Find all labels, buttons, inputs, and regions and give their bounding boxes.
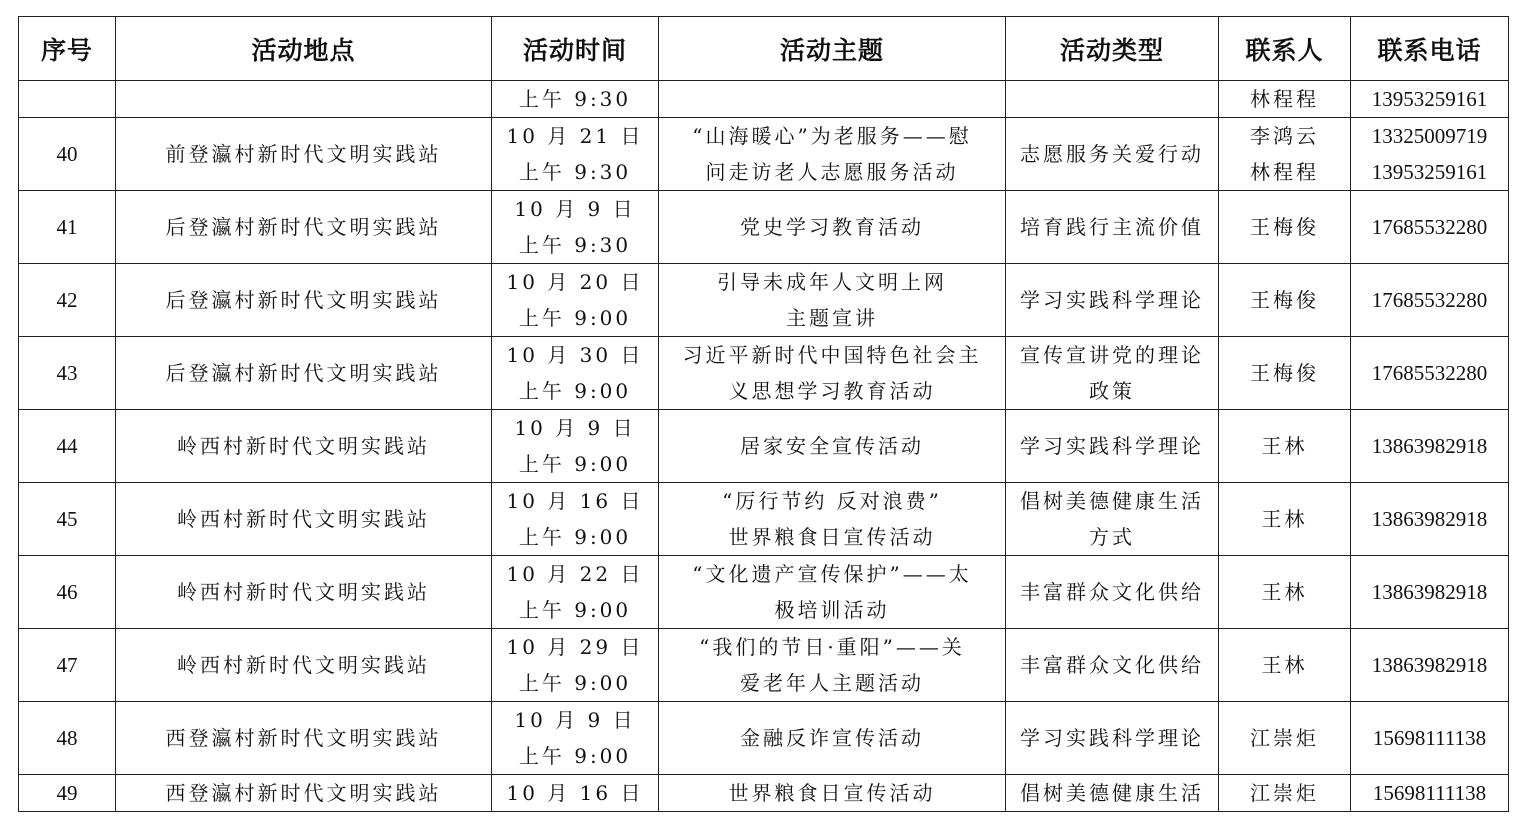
serial-number-cell: 44 — [19, 410, 116, 483]
table-row — [19, 118, 1509, 191]
type-cell-line: 学习实践科学理论 — [1020, 434, 1204, 458]
time-cell-line: 上午 9:30 — [518, 160, 632, 184]
contact-cell — [1219, 264, 1351, 337]
contact-cell — [1219, 81, 1351, 118]
phone-cell-line: 13863982918 — [1371, 507, 1488, 531]
contact-cell-line: 王林 — [1261, 507, 1308, 531]
contact-cell-line: 王林 — [1261, 580, 1308, 604]
header-activity-location: 活动地点 — [116, 17, 492, 81]
contact-cell — [1219, 191, 1351, 264]
table-header-row — [19, 17, 1509, 81]
type-cell-line: 倡树美德健康生活 — [1020, 489, 1204, 513]
theme-cell-line: “文化遗产宣传保护”——太 — [692, 562, 972, 586]
contact-cell-line: 林程程 — [1250, 87, 1319, 111]
contact-cell — [1219, 337, 1351, 410]
contact-cell — [1219, 483, 1351, 556]
serial-number-cell: 40 — [19, 118, 116, 191]
type-cell — [1006, 81, 1219, 118]
serial-number-cell: 48 — [19, 702, 116, 775]
type-cell — [1006, 410, 1219, 483]
type-cell-line: 方式 — [1089, 525, 1135, 549]
table-row — [19, 775, 1509, 812]
type-cell — [1006, 118, 1219, 191]
contact-cell — [1219, 556, 1351, 629]
time-cell-line: 上午 9:30 — [518, 87, 632, 111]
theme-cell-line: 金融反诈宣传活动 — [740, 726, 924, 750]
header-serial-number: 序号 — [19, 17, 116, 81]
table-row — [19, 702, 1509, 775]
table-body — [19, 81, 1509, 812]
table-row — [19, 410, 1509, 483]
time-cell-line: 上午 9:00 — [518, 452, 632, 476]
theme-cell — [659, 556, 1006, 629]
type-cell — [1006, 337, 1219, 410]
time-cell — [492, 702, 659, 775]
phone-cell — [1351, 191, 1509, 264]
contact-cell-line: 王梅俊 — [1250, 288, 1319, 312]
theme-cell — [659, 629, 1006, 702]
type-cell — [1006, 483, 1219, 556]
phone-cell-line: 15698111138 — [1372, 726, 1487, 750]
location-cell: 西登瀛村新时代文明实践站 — [116, 775, 492, 812]
location-cell: 岭西村新时代文明实践站 — [116, 556, 492, 629]
theme-cell-line: 引导未成年人文明上网 — [717, 270, 947, 294]
theme-cell-line: “山海暖心”为老服务——慰 — [692, 124, 972, 148]
theme-cell — [659, 483, 1006, 556]
contact-cell-line: 王林 — [1261, 434, 1308, 458]
table-row — [19, 264, 1509, 337]
phone-cell — [1351, 702, 1509, 775]
type-cell-line: 宣传宣讲党的理论 — [1020, 343, 1204, 367]
type-cell-line: 学习实践科学理论 — [1020, 288, 1204, 312]
type-cell — [1006, 702, 1219, 775]
time-cell — [492, 483, 659, 556]
contact-cell — [1219, 702, 1351, 775]
time-cell-line: 10 月 20 日 — [506, 270, 644, 294]
phone-cell-line: 17685532280 — [1371, 288, 1488, 312]
type-cell — [1006, 191, 1219, 264]
time-cell — [492, 191, 659, 264]
theme-cell — [659, 410, 1006, 483]
theme-cell-line: “我们的节日·重阳”——关 — [699, 635, 965, 659]
type-cell-line: 学习实践科学理论 — [1020, 726, 1204, 750]
time-cell-line: 10 月 22 日 — [506, 562, 644, 586]
contact-cell — [1219, 775, 1351, 812]
time-cell-line: 10 月 16 日 — [506, 781, 644, 805]
phone-cell-line: 13863982918 — [1371, 580, 1488, 604]
theme-cell-line: 极培训活动 — [774, 598, 890, 622]
time-cell-line: 上午 9:00 — [518, 525, 632, 549]
time-cell — [492, 629, 659, 702]
phone-cell — [1351, 337, 1509, 410]
type-cell-line: 丰富群众文化供给 — [1020, 580, 1204, 604]
location-cell — [116, 81, 492, 118]
table-row — [19, 337, 1509, 410]
phone-cell-line: 13325009719 — [1371, 124, 1488, 148]
type-cell — [1006, 556, 1219, 629]
location-cell: 后登瀛村新时代文明实践站 — [116, 191, 492, 264]
type-cell-line: 志愿服务关爱行动 — [1020, 142, 1204, 166]
activity-schedule-table — [18, 16, 1509, 812]
theme-cell — [659, 118, 1006, 191]
theme-cell-line: “厉行节约 反对浪费” — [722, 489, 942, 513]
theme-cell — [659, 191, 1006, 264]
time-cell-line: 10 月 21 日 — [506, 124, 644, 148]
time-cell-line: 10 月 16 日 — [506, 489, 644, 513]
phone-cell — [1351, 775, 1509, 812]
time-cell — [492, 264, 659, 337]
type-cell-line: 政策 — [1089, 379, 1135, 403]
type-cell-line: 培育践行主流价值 — [1020, 215, 1204, 239]
phone-cell — [1351, 264, 1509, 337]
serial-number-cell — [19, 81, 116, 118]
theme-cell-line: 主题宣讲 — [786, 306, 878, 330]
phone-cell-line: 17685532280 — [1371, 215, 1488, 239]
time-cell-line: 10 月 9 日 — [514, 416, 636, 440]
phone-cell-line: 13863982918 — [1371, 434, 1488, 458]
serial-number-cell: 49 — [19, 775, 116, 812]
location-cell: 岭西村新时代文明实践站 — [116, 483, 492, 556]
theme-cell — [659, 775, 1006, 812]
table-row — [19, 81, 1509, 118]
theme-cell-line: 世界粮食日宣传活动 — [728, 525, 936, 549]
type-cell — [1006, 629, 1219, 702]
phone-cell — [1351, 118, 1509, 191]
theme-cell-line: 习近平新时代中国特色社会主 — [682, 343, 982, 367]
table-row — [19, 191, 1509, 264]
table-row — [19, 629, 1509, 702]
theme-cell-line: 爱老年人主题活动 — [740, 671, 924, 695]
location-cell: 岭西村新时代文明实践站 — [116, 410, 492, 483]
phone-cell — [1351, 410, 1509, 483]
time-cell — [492, 118, 659, 191]
serial-number-cell: 42 — [19, 264, 116, 337]
type-cell — [1006, 775, 1219, 812]
phone-cell — [1351, 629, 1509, 702]
time-cell — [492, 775, 659, 812]
header-activity-type: 活动类型 — [1006, 17, 1219, 81]
serial-number-cell: 47 — [19, 629, 116, 702]
phone-cell-line: 13953259161 — [1371, 160, 1488, 184]
contact-cell-line: 林程程 — [1250, 160, 1319, 184]
theme-cell-line: 党史学习教育活动 — [740, 215, 924, 239]
contact-cell-line: 王梅俊 — [1250, 215, 1319, 239]
theme-cell-line: 世界粮食日宣传活动 — [728, 781, 936, 805]
location-cell: 岭西村新时代文明实践站 — [116, 629, 492, 702]
theme-cell — [659, 81, 1006, 118]
type-cell — [1006, 264, 1219, 337]
location-cell: 后登瀛村新时代文明实践站 — [116, 337, 492, 410]
theme-cell-line: 义思想学习教育活动 — [728, 379, 936, 403]
time-cell — [492, 81, 659, 118]
time-cell-line: 上午 9:00 — [518, 671, 632, 695]
theme-cell-line: 问走访老人志愿服务活动 — [705, 160, 959, 184]
time-cell-line: 上午 9:00 — [518, 744, 632, 768]
time-cell-line: 上午 9:30 — [518, 233, 632, 257]
phone-cell-line: 13863982918 — [1371, 653, 1488, 677]
time-cell-line: 10 月 9 日 — [514, 197, 636, 221]
theme-cell — [659, 337, 1006, 410]
contact-cell-line: 王林 — [1261, 653, 1308, 677]
time-cell-line: 上午 9:00 — [518, 598, 632, 622]
serial-number-cell: 46 — [19, 556, 116, 629]
serial-number-cell: 41 — [19, 191, 116, 264]
phone-cell-line: 17685532280 — [1371, 361, 1488, 385]
time-cell-line: 10 月 9 日 — [514, 708, 636, 732]
contact-cell-line: 李鸿云 — [1250, 124, 1319, 148]
time-cell-line: 上午 9:00 — [518, 306, 632, 330]
type-cell-line: 丰富群众文化供给 — [1020, 653, 1204, 677]
serial-number-cell: 45 — [19, 483, 116, 556]
table-row — [19, 556, 1509, 629]
time-cell-line: 10 月 29 日 — [506, 635, 644, 659]
theme-cell — [659, 702, 1006, 775]
header-activity-theme: 活动主题 — [659, 17, 1006, 81]
header-contact-phone: 联系电话 — [1351, 17, 1509, 81]
contact-cell — [1219, 118, 1351, 191]
contact-cell-line: 江崇炬 — [1250, 781, 1319, 805]
serial-number-cell: 43 — [19, 337, 116, 410]
contact-cell-line: 王梅俊 — [1250, 361, 1319, 385]
table-row — [19, 483, 1509, 556]
phone-cell — [1351, 81, 1509, 118]
time-cell — [492, 556, 659, 629]
type-cell-line: 倡树美德健康生活 — [1020, 781, 1204, 805]
location-cell: 西登瀛村新时代文明实践站 — [116, 702, 492, 775]
header-activity-time: 活动时间 — [492, 17, 659, 81]
phone-cell — [1351, 483, 1509, 556]
contact-cell — [1219, 410, 1351, 483]
contact-cell-line: 江崇炬 — [1250, 726, 1319, 750]
time-cell-line: 10 月 30 日 — [506, 343, 644, 367]
location-cell: 后登瀛村新时代文明实践站 — [116, 264, 492, 337]
time-cell — [492, 410, 659, 483]
phone-cell-line: 15698111138 — [1372, 781, 1487, 805]
theme-cell — [659, 264, 1006, 337]
theme-cell-line: 居家安全宣传活动 — [740, 434, 924, 458]
header-contact-person: 联系人 — [1219, 17, 1351, 81]
phone-cell — [1351, 556, 1509, 629]
time-cell-line: 上午 9:00 — [518, 379, 632, 403]
phone-cell-line: 13953259161 — [1371, 87, 1488, 111]
time-cell — [492, 337, 659, 410]
contact-cell — [1219, 629, 1351, 702]
location-cell: 前登瀛村新时代文明实践站 — [116, 118, 492, 191]
